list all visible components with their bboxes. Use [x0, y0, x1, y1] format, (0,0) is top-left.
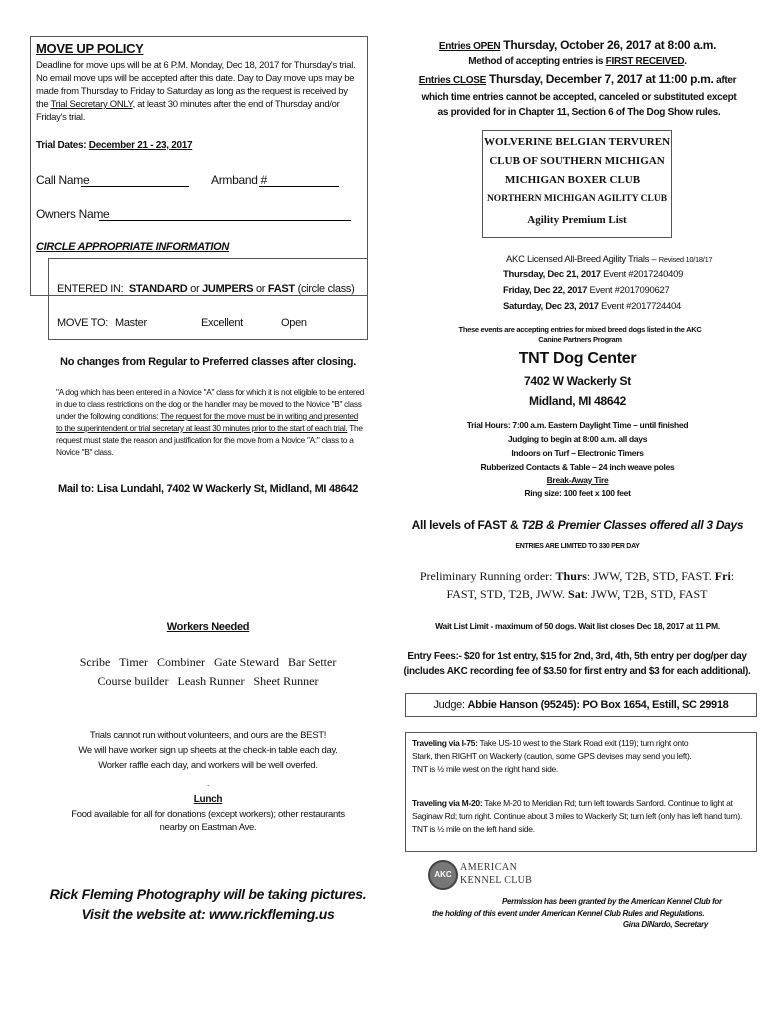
- trial-hours: Trial Hours: 7:00 a.m. Eastern Daylight Time – until finished: [466, 420, 689, 430]
- move-up-policy-box: [30, 36, 368, 296]
- trial-dates: Trial Dates: December 21 - 23, 2017: [36, 140, 193, 151]
- lunch-title: Lunch: [193, 794, 223, 805]
- venue-name: TNT Dog Center: [518, 350, 637, 367]
- armband-field[interactable]: [259, 186, 339, 187]
- directions-m20: Traveling via M-20: Take M-20 to Meridian Rd; turn left towards Sanford. Continue to light at Saginaw Rd; turn right. Continue about 3 miles to Wackerly St; turn left (only has left hand turn). TNT is ½ mile on the left hand side.: [412, 798, 742, 834]
- directions-box: [405, 732, 757, 852]
- no-changes-note: No changes from Regular to Preferred classes after closing.: [60, 356, 356, 368]
- event-friday: Friday, Dec 22, 2017 Event #2017090627: [503, 285, 670, 296]
- class-standard[interactable]: STANDARD: [128, 283, 188, 295]
- lunch-text: Food available for all for donations (except workers); other restaurants nearby on Eastman Ave.: [71, 809, 345, 833]
- akc-logo-line2: KENNEL CLUB: [460, 875, 533, 886]
- entry-class-box: [48, 258, 368, 340]
- workers-roles-line2: Course builder Leash Runner Sheet Runner: [97, 674, 319, 688]
- owners-name-label: Owners Name: [36, 207, 110, 221]
- class-jumpers[interactable]: JUMPERS: [202, 283, 254, 295]
- clubs-box: [482, 130, 672, 238]
- mixed-breed-note: These events are accepting entries for mixed breed dogs listed in the AKC Canine Partners Program: [458, 325, 702, 344]
- dot: .: [206, 778, 210, 788]
- close-conditions: which time entries cannot be accepted, canceled or substituted except as provided for in Chapter 11, Section 6 of The Dog Show rules.: [421, 92, 737, 118]
- photo-line1: Rick Fleming Photography will be taking pictures.: [49, 886, 367, 902]
- photo-line2[interactable]: Visit the website at: www.rickfleming.us: [81, 906, 335, 922]
- owners-name-field[interactable]: [99, 220, 351, 221]
- event-saturday: Saturday, Dec 23, 2017 Event #2017724404: [503, 301, 681, 312]
- akc-permission: Permission has been granted by the American Kennel Club for the holding of this event under American Kennel Club Rules and Regulations.: [432, 897, 722, 918]
- club-4: NORTHERN MICHIGAN AGILITY CLUB: [486, 194, 668, 204]
- volunteers-line1: Trials cannot run without volunteers, and ours are the BEST!: [89, 730, 327, 741]
- method-line: Method of accepting entries is FIRST RECEIVED.: [468, 56, 687, 67]
- mail-to: Mail to: Lisa Lundahl, 7402 W Wackerly St, Midland, MI 48642: [57, 483, 359, 495]
- volunteers-line2: We will have worker sign up sheets at the check-in table each day.: [78, 745, 338, 756]
- call-name-field[interactable]: [81, 186, 189, 187]
- move-up-title: MOVE UP POLICY: [36, 41, 144, 56]
- venue-address-2: Midland, MI 48642: [529, 394, 626, 408]
- equipment-info: Rubberized Contacts & Table – 24 inch weave poles: [480, 462, 675, 472]
- circle-info-heading: CIRCLE APPROPRIATE INFORMATION: [36, 241, 230, 253]
- wait-list: Wait List Limit - maximum of 50 dogs. Wait list closes Dec 18, 2017 at 11 PM.: [435, 621, 720, 631]
- ring-size: Ring size: 100 feet x 100 feet: [524, 488, 631, 498]
- workers-needed-title: Workers Needed: [166, 621, 250, 633]
- club-2: CLUB OF SOUTHERN MICHIGAN: [489, 155, 665, 167]
- call-name-label: Call Name: [36, 173, 90, 187]
- entries-limited: ENTRIES ARE LIMITED TO 330 PER DAY: [515, 543, 640, 550]
- club-1: WOLVERINE BELGIAN TERVUREN: [483, 136, 671, 148]
- workers-roles-line1: Scribe Timer Combiner Gate Steward Bar Setter: [79, 655, 337, 669]
- move-up-text: Deadline for move ups will be at 6 P.M. Monday, Dec 18, 2017 for Thursday's trial. No email move ups will be accepted after this date. Day to Day move ups may be made from Thursday to Friday to Saturday as long as the request is received by the Trial Secretary ONLY, at least 30 minutes after the end of Thursday and/or Friday's trial.: [36, 60, 356, 123]
- judging-start: Judging to begin at 8:00 a.m. all days: [507, 434, 648, 444]
- premium-list-title: Agility Premium List: [527, 214, 627, 226]
- event-thursday: Thursday, Dec 21, 2017 Event #2017240409: [503, 269, 684, 280]
- running-order: Preliminary Running order: Thurs: JWW, T2B, STD, FAST. Fri: FAST, STD, T2B, JWW. Sat: JWW, T2B, STD, FAST: [419, 569, 735, 601]
- novice-move-text: "A dog which has been entered in a Novice "A" class for which it is not eligible to be entered in due to class restrictions on the dog or the handler may be moved to the Novice "B" class under the following conditions: The request for the move must be in writing and presented to the superintendent or trial secretary at least 30 minutes prior to the start of each trial. The request must state the reason and justification for the move from a Novice "A:" class to a Novice "B" class.: [56, 387, 365, 457]
- breakaway-tire: Break-Away Tire: [546, 475, 609, 485]
- judge-box: Judge: Abbie Hanson (95245): PO Box 1654, Estill, SC 29918: [405, 693, 757, 717]
- move-to-master[interactable]: Master: [115, 317, 147, 329]
- club-3: MICHIGAN BOXER CLUB: [505, 174, 641, 186]
- entered-in-line: ENTERED IN: STANDARD or JUMPERS or FAST (circle class): [57, 283, 355, 295]
- move-to-label: MOVE TO:: [57, 317, 108, 329]
- move-to-excellent[interactable]: Excellent: [201, 317, 243, 329]
- akc-logo: [426, 858, 546, 894]
- move-to-open[interactable]: Open: [281, 317, 307, 329]
- akc-seal-icon: AKC: [428, 860, 458, 890]
- entries-open-line: Entries OPEN Thursday, October 26, 2017 at 8:00 a.m.: [438, 38, 717, 52]
- directions-i75: Traveling via I-75: Take US-10 west to the Stark Road exit (119); turn right onto Stark, then RIGHT on Wackerly (caution, some GPS devises may send you left). TNT is ½ mile west on the right hand side.: [412, 738, 692, 774]
- indoors-info: Indoors on Turf – Electronic Timers: [511, 448, 644, 458]
- entries-close-line: Entries CLOSE Thursday, December 7, 2017 at 11:00 p.m. after: [418, 72, 737, 86]
- volunteers-line3: Worker raffle each day, and workers will be well overfed.: [98, 760, 318, 771]
- all-levels-note: All levels of FAST & T2B & Premier Classes offered all 3 Days: [411, 518, 744, 532]
- venue-address-1: 7402 W Wackerly St: [524, 374, 631, 388]
- entry-fees: Entry Fees:- $20 for 1st entry, $15 for 2nd, 3rd, 4th, 5th entry per dog/per day (includes AKC recording fee of $3.50 for first entry and $3 for each additional).: [403, 651, 751, 677]
- class-fast[interactable]: FAST: [267, 283, 295, 295]
- akc-secretary: Gina DiNardo, Secretary: [622, 920, 708, 929]
- akc-licensed: AKC Licensed All-Breed Agility Trials – Revised 10/18/17: [506, 254, 713, 265]
- akc-logo-line1: AMERICAN: [460, 862, 518, 873]
- armband-label: Armband #: [211, 173, 267, 187]
